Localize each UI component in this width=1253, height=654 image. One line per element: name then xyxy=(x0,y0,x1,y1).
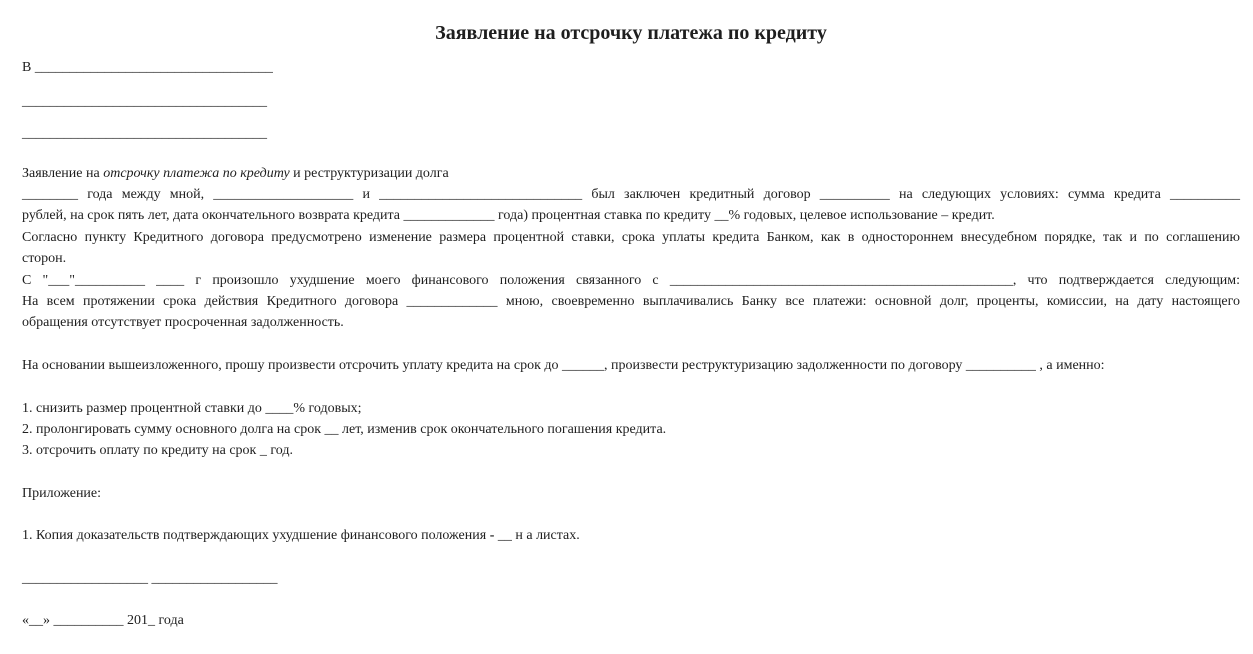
appendix-item-text: 1. Копия доказательств подтверждающих ухудшение финансового положения xyxy=(22,528,490,543)
intro-text-after: и реструктуризации долга xyxy=(289,166,449,181)
list-item: 2. пролонгировать сумму основного долга на срок __ лет, изменив срок окончательного погашения кредита. xyxy=(22,422,667,437)
list-item: 1. снизить размер процентной ставки до ____% годовых; xyxy=(22,401,362,416)
intro-text-italic: отсрочку платежа по кредиту xyxy=(103,166,290,181)
intro-line xyxy=(22,164,449,184)
request-paragraph: На основании вышеизложенного, прошу произвести отсрочить уплату кредита на срок до ______, произвести реструктуризацию задолженности по договору __________ , а именно: xyxy=(22,358,1105,373)
appendix-item-pages: __ н а листах. xyxy=(494,528,580,543)
paragraph-2-line-2: сторон. xyxy=(22,251,67,266)
paragraph-1-line-1: ________ года между мной, ____________________ и _____________________________ был заключен кредитный договор __________ на следующих условиях: сумма кредита __________ xyxy=(22,187,1240,202)
appendix-heading: Приложение: xyxy=(22,486,102,501)
document-title: Заявление на отсрочку платежа по кредиту xyxy=(435,22,827,44)
signature-lines: __________________ __________________ xyxy=(22,571,278,586)
recipient-line-1: В __________________________________ xyxy=(22,60,273,75)
paragraph-1-line-2: рублей, на срок пять лет, дата окончательного возврата кредита _____________ года) процентная ставка по кредиту __% годовых, целевое использование – кредит. xyxy=(22,208,995,223)
paragraph-3-line-1: С "___"__________ ____ г произошло ухудшение моего финансового положения связанного с _________________________________________________, что подтверждается следующим: xyxy=(22,273,1240,288)
paragraph-4-line-1: На всем протяжении срока действия Кредитного договора _____________ мною, своевременно выплачивались Банку все платежи: основной долг, проценты, комиссии, на дату настоящего xyxy=(22,294,1240,309)
appendix-item xyxy=(22,526,580,546)
paragraph-4-line-2: обращения отсутствует просроченная задолженность. xyxy=(22,315,344,330)
list-item: 3. отсрочить оплату по кредиту на срок _ год. xyxy=(22,443,293,458)
appendix-item-dash: - xyxy=(489,528,495,543)
recipient-line-3: ___________________________________ xyxy=(22,126,267,141)
date-line: «__» __________ 201_ года xyxy=(22,613,184,628)
intro-text-before: Заявление на xyxy=(22,166,104,181)
recipient-line-2: ___________________________________ xyxy=(22,94,267,109)
paragraph-2-line-1: Согласно пункту Кредитного договора предусмотрено изменение размера процентной ставки, срока уплаты кредита Банком, как в одностороннем внесудебном порядке, так и по соглашению xyxy=(22,230,1240,245)
